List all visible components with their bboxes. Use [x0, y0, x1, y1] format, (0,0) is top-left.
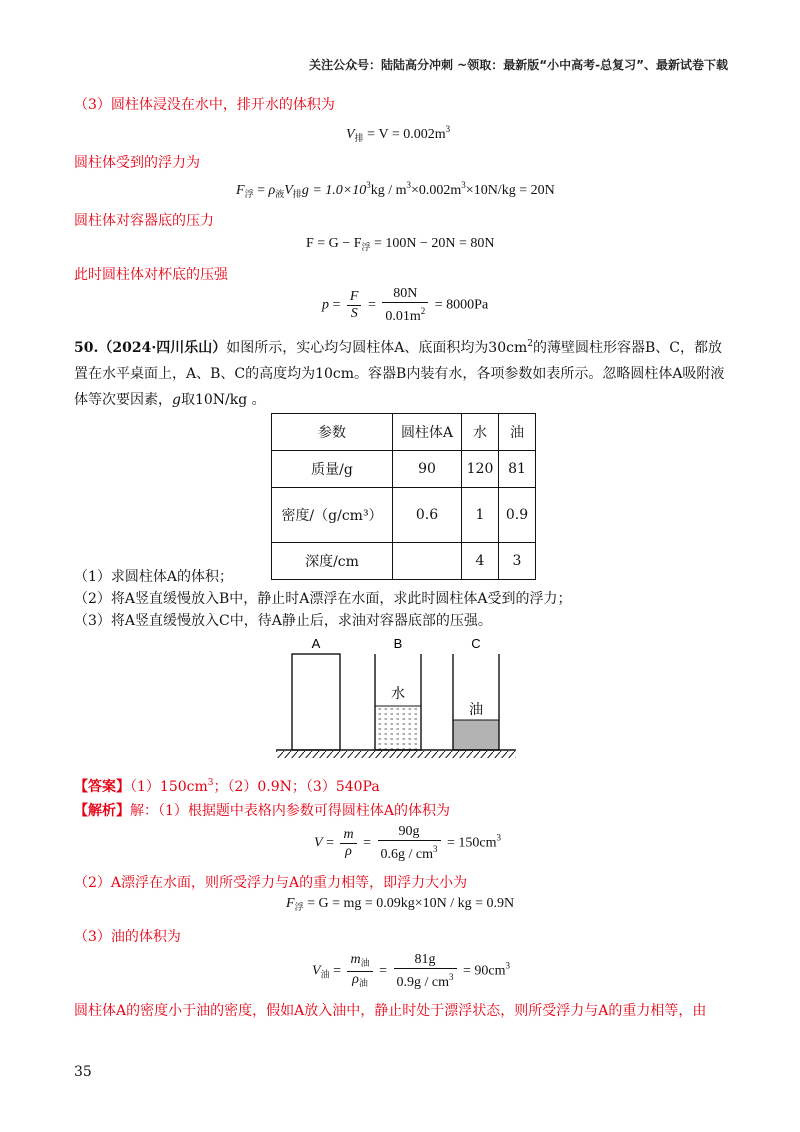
equation-force: $F = G - F_浮 = 100N - 20N = 80N$ [306, 236, 495, 252]
question-2: （2）将A竖直缓慢放入B中，静止时A漂浮在水面，求此时圆柱体A受到的浮力； [74, 591, 572, 607]
buoyancy-title: 圆柱体受到的浮力为 [74, 155, 200, 171]
equation-volume-a: V = $\frac{m}{\rho}$ = $\frac{90g}{0.6g / cm^3}$ = $150cm^3$ [314, 824, 501, 862]
label-a: A [311, 636, 321, 651]
page-header: 关注公众号：陆陆高分冲刺 ~领取：最新版“小中高考-总复习”、最新试卷下载 [309, 58, 728, 72]
equation-volume: $V_排 = V = 0.002m^3$ [346, 124, 451, 143]
surface-hatch [276, 751, 516, 758]
problem-statement: 50.（2024·四川乐山）如图所示，实心均匀圆柱体A、底面积均为$30cm^2$的薄壁圆柱形容器B、C，都放 置在水平桌面上，A、B、C的高度均为10cm。容器B内装有水，各项参数如表所示。忽略圆柱体A吸附液 体等次要因素，g取10N/kg 。 [74, 339, 725, 408]
table-header: 圆柱体A [393, 414, 462, 451]
table-header: 参数 [272, 414, 393, 451]
equation-float: $F_浮 = G$ = mg = 0.09kg×10N / kg = 0.9N [286, 896, 515, 912]
equation-pressure: p = $\frac{F}{S}$ = $\frac{80N}{0.01m^2}$ = 8000Pa [322, 286, 489, 324]
table-row: 深度/cm 4 3 [272, 543, 536, 580]
parameter-table [271, 413, 536, 580]
equation-oil-volume: $V_油$ = $\frac{m_油}{\rho_油}$ = $\frac{81g}{0.9g / cm^3}$ = $90cm^3$ [312, 952, 511, 990]
water-fill [375, 706, 421, 750]
analysis-step2: （2）A漂浮在水面，则所受浮力与A的重力相等，即浮力大小为 [74, 875, 468, 891]
page-number: 35 [74, 1064, 92, 1080]
label-b: B [393, 636, 403, 651]
table-row: 密度/（g/cm³） 0.6 1 0.9 [272, 488, 536, 543]
part3-title: （3）圆柱体浸没在水中，排开水的体积为 [74, 97, 335, 113]
question-list [74, 566, 734, 632]
analysis-last: 圆柱体A的密度小于油的密度，假如A放入油中，静止时处于漂浮状态，则所受浮力与A的重力相等，由 [74, 1003, 707, 1019]
water-label: 水 [391, 686, 405, 702]
question-1: （1）求圆柱体A的体积； [74, 569, 234, 585]
analysis-intro: 【解析】解：（1）根据题中表格内参数可得圆柱体A的体积为 [74, 803, 451, 819]
analysis-step3: （3）油的体积为 [74, 929, 181, 945]
pressure-force-title: 圆柱体对容器底的压力 [74, 213, 214, 229]
table-row: 质量/g 90 120 81 [272, 451, 536, 488]
oil-fill [453, 720, 499, 750]
label-c: C [471, 636, 481, 651]
equation-buoyancy: $F_浮 = \rho_液V_排g = 1.0\times 10^3kg / m^3\times 0.002m^3\times 10N/kg = 20N$ [236, 180, 555, 199]
container-figure [276, 632, 516, 764]
pressure-title: 此时圆柱体对杯底的压强 [74, 267, 228, 283]
table-header: 油 [499, 414, 536, 451]
oil-label: 油 [469, 702, 483, 718]
table-header: 水 [462, 414, 499, 451]
answer-line: 【答案】$(1)150cm^3$；（2）0.9N；（3）540Pa [74, 778, 380, 795]
cylinder-a [292, 654, 340, 750]
question-3: （3）将A竖直缓慢放入C中，待A静止后，求油对容器底部的压强。 [74, 613, 492, 629]
